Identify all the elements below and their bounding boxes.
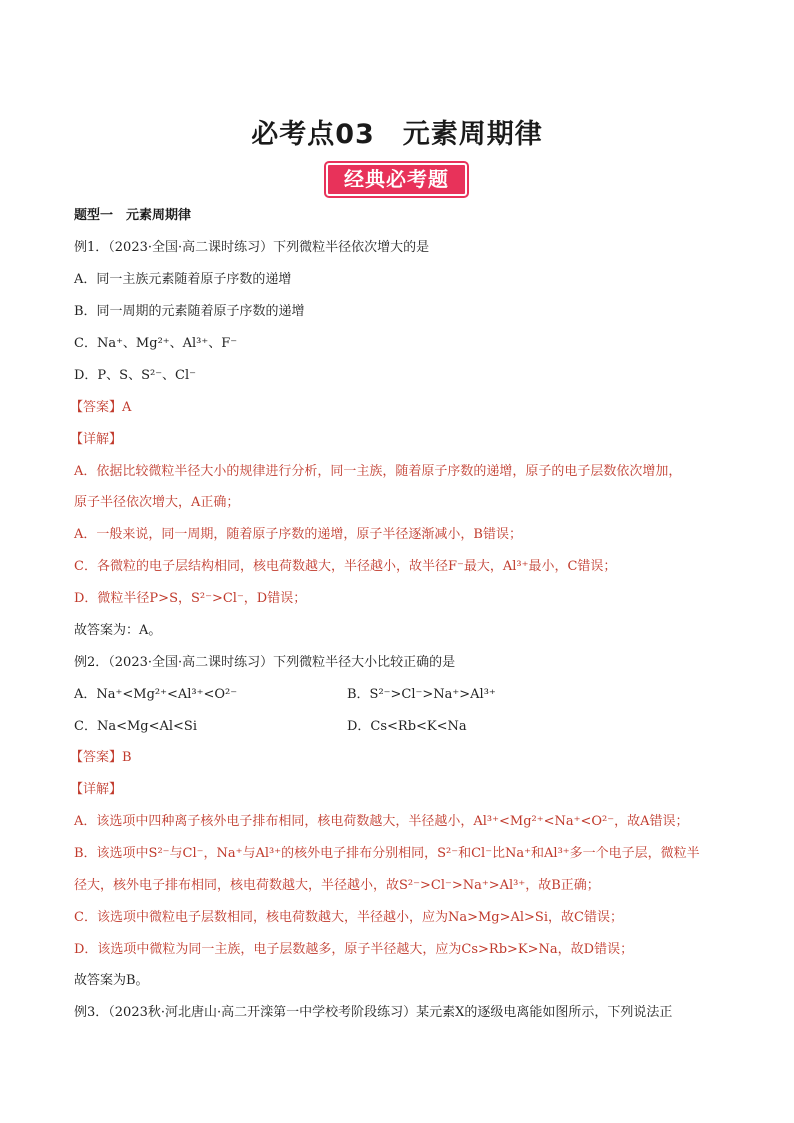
q1-detail-label: 【详解】 — [70, 432, 123, 447]
q1-answer: 【答案】A — [70, 400, 132, 415]
section-heading: 题型一 元素周期律 — [74, 208, 192, 223]
q1-detail-line: C．各微粒的电子层结构相同，核电荷数越大，半径越小，故半径F⁻最大，Al³⁺最小，C错误； — [74, 559, 617, 574]
q2-detail-line: D．该选项中微粒为同一主族，电子层数越多，原子半径越大，应为Cs>Rb>K>Na，故D错误； — [74, 942, 634, 957]
q1-option-b: B．同一周期的元素随着原子序数的递增 — [74, 304, 305, 319]
q2-answer: 【答案】B — [70, 750, 132, 765]
q3-stem: 例3．（2023秋·河北唐山·高二开滦第一中学校考阶段练习）某元素X的逐级电离能如图所示，下列说法正 — [74, 1005, 673, 1020]
q1-conclusion: 故答案为：A。 — [74, 623, 162, 638]
q2-option-d: D．Cs<Rb<K<Na — [347, 719, 467, 734]
q1-detail-line: A．一般来说，同一周期，随着原子序数的递增，原子半径逐渐减小，B错误； — [74, 527, 522, 542]
page-title: 必考点03 元素周期律 — [251, 119, 543, 150]
q2-option-c: C．Na<Mg<Al<Si — [74, 719, 197, 734]
q2-detail-line: B．该选项中S²⁻与Cl⁻，Na⁺与Al³⁺的核外电子排布分别相同，S²⁻和Cl⁻比Na⁺和Al³⁺多一个电子层，微粒半 — [74, 846, 700, 861]
q1-option-d: D．P、S、S²⁻、Cl⁻ — [74, 368, 197, 383]
q2-detail-line: C．该选项中微粒电子层数相同，核电荷数越大，半径越小，应为Na>Mg>Al>Si，故C错误； — [74, 910, 623, 925]
q2-option-b: B．S²⁻>Cl⁻>Na⁺>Al³⁺ — [347, 687, 496, 702]
q2-detail-line: 径大，核外电子排布相同，核电荷数越大，半径越小，故S²⁻>Cl⁻>Na⁺>Al³⁺，故B正确； — [74, 878, 600, 893]
q2-option-a: A．Na⁺<Mg²⁺<Al³⁺<O²⁻ — [74, 687, 238, 702]
q2-conclusion: 故答案为B。 — [74, 973, 149, 988]
classic-question-badge: 经典必考题 — [326, 163, 467, 196]
q2-detail-line: A．该选项中四种离子核外电子排布相同，核电荷数越大，半径越小，Al³⁺<Mg²⁺<Na⁺<O²⁻，故A错误； — [74, 814, 689, 829]
q1-option-a: A．同一主族元素随着原子序数的递增 — [74, 272, 292, 287]
q1-stem: 例1．（2023·全国·高二课时练习）下列微粒半径依次增大的是 — [74, 240, 430, 255]
q1-detail-line: 原子半径依次增大，A正确； — [74, 495, 240, 510]
q1-detail-line: A．依据比较微粒半径大小的规律进行分析，同一主族，随着原子序数的递增，原子的电子层数依次增加， — [74, 464, 682, 479]
q1-option-c: C．Na⁺、Mg²⁺、Al³⁺、F⁻ — [74, 336, 238, 351]
q2-stem: 例2．（2023·全国·高二课时练习）下列微粒半径大小比较正确的是 — [74, 655, 456, 670]
q1-detail-line: D．微粒半径P>S，S²⁻>Cl⁻，D错误； — [74, 591, 307, 606]
q2-detail-label: 【详解】 — [70, 782, 123, 797]
